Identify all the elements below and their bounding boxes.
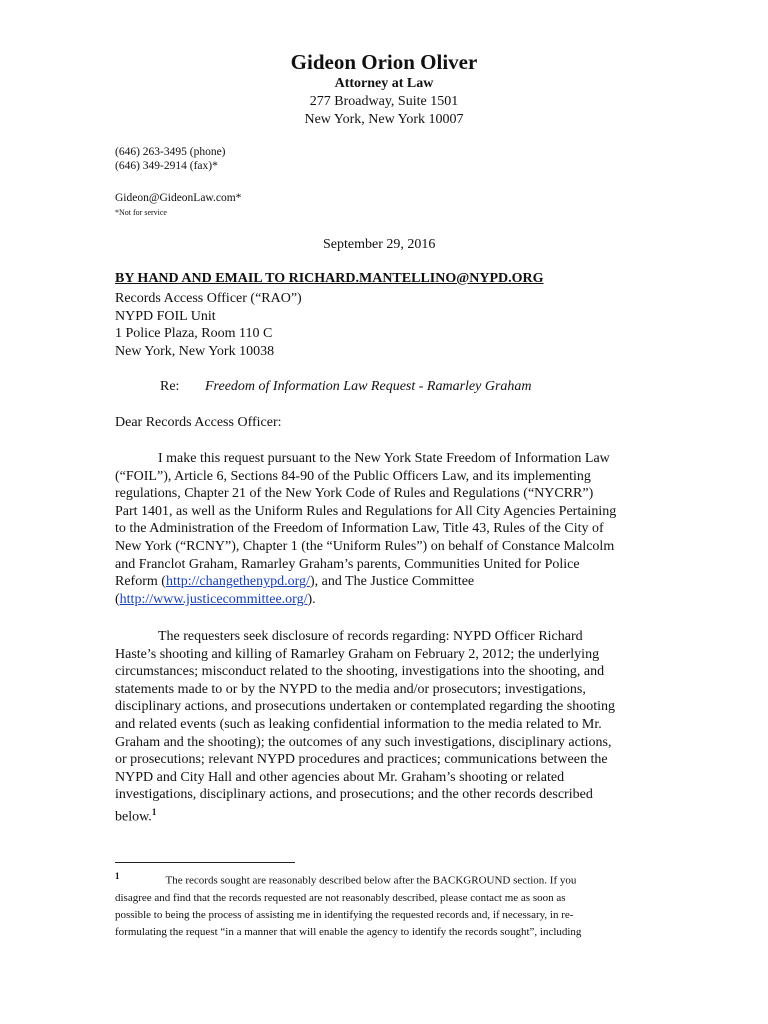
paragraph-line xyxy=(115,591,655,609)
paragraph-line: statements made to or by the NYPD to the media and/or prosecutors; investigations, xyxy=(115,681,586,697)
paragraph-line xyxy=(115,573,655,591)
recipient-line-3: 1 Police Plaza, Room 110 C xyxy=(115,326,273,341)
footnote-reference[interactable]: 1 xyxy=(151,806,157,817)
paragraph-line: and related events (such as leaking confidential information to the media related to Mr. xyxy=(115,716,602,732)
paragraph-line: I make this request pursuant to the New York State Freedom of Information Law xyxy=(158,451,610,466)
address-line-1: 277 Broadway, Suite 1501 xyxy=(309,94,459,109)
text-span: below. xyxy=(115,809,152,825)
paragraph-line: disciplinary actions, and prosecutions undertaken or contemplated regarding the shooting xyxy=(115,699,615,715)
attorney-name: Gideon Orion Oliver xyxy=(290,50,478,74)
service-note: *Not for service xyxy=(115,208,167,217)
paragraph-line: or prosecutions; relevant NYPD procedures and practices; communications between the xyxy=(115,752,608,768)
phone-number: (646) 263-3495 (phone) xyxy=(115,146,226,158)
attorney-title: Attorney at Law xyxy=(334,76,434,91)
paragraph-line: Haste’s shooting and killing of Ramarley Graham on February 2, 2012; the underlying xyxy=(115,646,600,662)
footnote xyxy=(115,868,655,941)
paragraph-line: regulations, Chapter 21 of the New York Code of Rules and Regulations (“NYCRR”) xyxy=(115,486,594,502)
text-span: Reform ( xyxy=(115,574,166,590)
re-subject: Freedom of Information Law Request - Ramarley Graham xyxy=(205,379,532,394)
recipient-line-2: NYPD FOIL Unit xyxy=(115,309,216,324)
paragraph-line: to the Administration of the Freedom of Information Law, Title 43, Rules of the City of xyxy=(115,521,604,537)
text-span: ). xyxy=(307,591,316,607)
paragraph-line: New York (“RCNY”), Chapter 1 (the “Uniform Rules”) on behalf of Constance Malcolm xyxy=(115,538,615,554)
changethenypd-link[interactable]: http://changethenypd.org/ xyxy=(165,574,310,590)
paragraph-line: Part 1401, as well as the Uniform Rules and Regulations for All City Agencies Pertaining xyxy=(115,503,617,519)
footnote-line: disagree and find that the records requested are not reasonably described, please contact me as soon as xyxy=(115,891,566,904)
paragraph-line: NYPD and City Hall and other agencies about Mr. Graham’s shooting or related xyxy=(115,769,565,785)
paragraph-line: investigations, disciplinary actions, and prosecutions; and the other records described xyxy=(115,787,593,803)
text-span: ( xyxy=(115,591,120,607)
text-span: The records sought are reasonably described below after the BACKGROUND section. If you xyxy=(165,874,577,887)
paragraph-foil-basis xyxy=(115,450,655,608)
recipient-line-1: Records Access Officer (“RAO”) xyxy=(115,291,302,306)
address-line-2: New York, New York 10007 xyxy=(304,112,464,127)
paragraph-line: Graham and the shooting); the outcomes of any such investigations, disciplinary actions, xyxy=(115,734,612,750)
footnote-line xyxy=(115,868,655,890)
paragraph-line: (“FOIL”), Article 6, Sections 84-90 of the Public Officers Law, and its implementing xyxy=(115,468,591,484)
email-address: Gideon@GideonLaw.com* xyxy=(115,192,242,204)
paragraph-line xyxy=(115,804,655,826)
footnote-line: formulating the request “in a manner that will enable the agency to identify the records sought”, including xyxy=(115,926,582,939)
paragraph-line: circumstances; misconduct related to the shooting, investigations into the shooting, and xyxy=(115,664,605,680)
paragraph-line: and Franclot Graham, Ramarley Graham’s parents, Communities United for Police xyxy=(115,556,580,572)
letter-date: September 29, 2016 xyxy=(323,237,436,252)
recipient-line-4: New York, New York 10038 xyxy=(115,344,275,359)
footnote-separator xyxy=(115,862,295,863)
salutation: Dear Records Access Officer: xyxy=(115,415,282,430)
text-span: ), and The Justice Committee xyxy=(309,574,475,590)
footnote-line: possible to being the process of assisting me in identifying the requested records and, if necessary, in re- xyxy=(115,909,574,922)
fax-number: (646) 349-2914 (fax)* xyxy=(115,160,218,172)
delivery-method: BY HAND AND EMAIL TO RICHARD.MANTELLINO@NYPD.ORG xyxy=(115,271,544,286)
footnote-number: 1 xyxy=(115,871,120,881)
paragraph-records-sought xyxy=(115,628,655,826)
paragraph-line: The requesters seek disclosure of records regarding: NYPD Officer Richard xyxy=(158,629,583,644)
justicecommittee-link[interactable]: http://www.justicecommittee.org/ xyxy=(119,591,308,607)
re-label: Re: xyxy=(160,379,180,394)
